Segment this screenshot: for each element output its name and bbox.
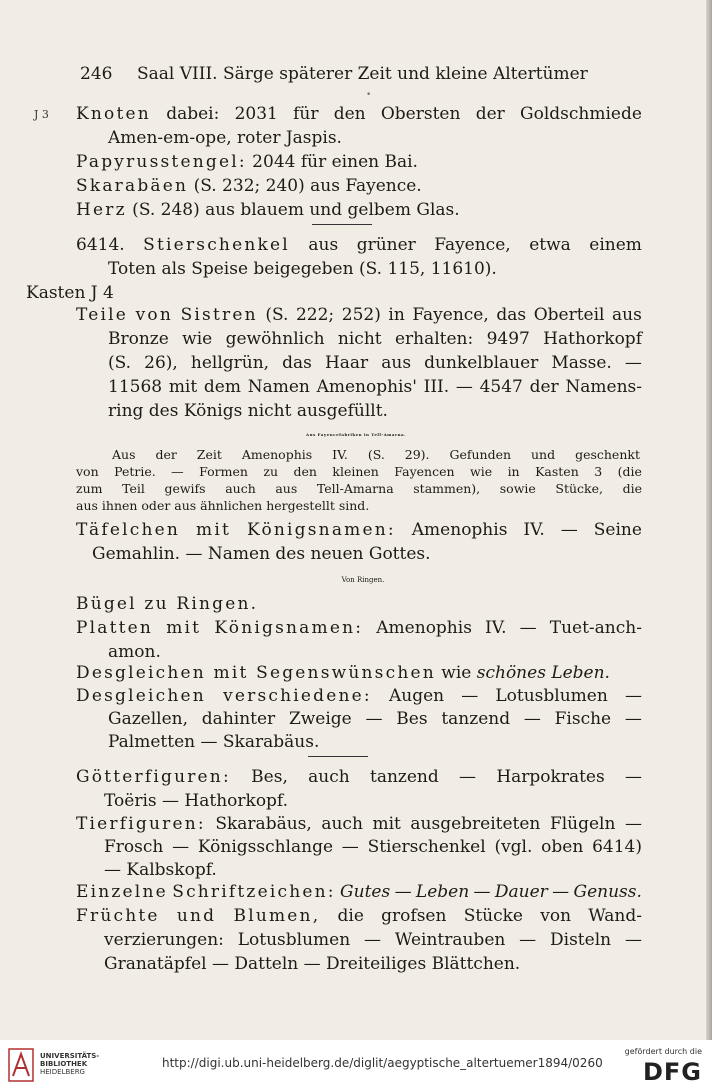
word: Frosch	[104, 837, 164, 857]
word: Goldschmiede	[520, 104, 642, 124]
text-segment: Skarabäen	[76, 176, 189, 196]
word: Stierschenkel	[143, 235, 290, 255]
word: einem	[589, 235, 642, 255]
word: —	[172, 837, 190, 857]
page-number: 246	[80, 64, 113, 84]
running-title: Saal VIII. Särge späterer Zeit und kleine Altertümer	[137, 64, 588, 84]
word: der	[529, 377, 559, 397]
word: (vgl.	[494, 837, 533, 857]
source-link[interactable]: http://digi.ub.uni-heidelberg.de/diglit/aegyptische_altertuemer1894/0260	[162, 1056, 603, 1070]
text-segment: Kasten J 4	[26, 283, 114, 303]
text-line	[104, 836, 642, 858]
text-segment: Palmetten — Skarabäus.	[108, 732, 320, 752]
margin-mark-j3: J 3	[34, 108, 49, 121]
text-line	[76, 766, 642, 788]
text-segment: Bügel zu Ringen.	[76, 594, 259, 614]
word: Zweige	[288, 709, 352, 729]
word: Dauer	[494, 882, 548, 902]
word: 11568	[108, 377, 163, 397]
library-name-line: BIBLIOTHEK	[40, 1060, 88, 1068]
word: —	[519, 618, 537, 638]
word: —	[171, 464, 184, 479]
text-line	[76, 175, 422, 197]
word: dabei:	[166, 104, 220, 124]
word: (S.	[265, 305, 289, 325]
word: gewöhnlich	[225, 329, 325, 349]
funding-note: gefördert durch die	[624, 1047, 702, 1056]
word: Blumen,	[233, 906, 321, 926]
text-line	[26, 282, 114, 304]
text-line	[76, 617, 642, 639]
word: Masse.	[551, 353, 612, 373]
word: Skarabäus,	[215, 814, 312, 834]
word: Stücke,	[555, 481, 603, 496]
text-line	[76, 304, 642, 326]
text-segment: Aus Fayencefabriken in Tell-Amarna.	[306, 432, 406, 437]
text-segment: Von Ringen.	[341, 576, 385, 584]
text-line	[76, 497, 369, 514]
word: Königsnamen:	[214, 618, 364, 638]
text-segment: Desgleichen mit Segenswünschen	[76, 663, 436, 683]
word: Harpokrates	[496, 767, 605, 787]
university-seal-icon	[8, 1048, 34, 1082]
word: —	[394, 882, 412, 902]
word: 3	[594, 464, 603, 479]
word: den	[333, 104, 366, 124]
word: Zeit	[196, 447, 222, 462]
word: sowie	[499, 481, 536, 496]
word: dunkelblauer	[424, 353, 539, 373]
text-line	[108, 127, 342, 149]
text-line	[108, 641, 161, 663]
word: verzierungen:	[104, 930, 224, 950]
word: und	[531, 447, 556, 462]
word: dahinter	[201, 709, 276, 729]
word: IV.	[332, 447, 348, 462]
text-segment: Toëris — Hathorkopf.	[104, 791, 289, 811]
word: Tuet-anch-	[549, 618, 642, 638]
word: Disteln	[550, 930, 612, 950]
word: —	[461, 686, 479, 706]
text-segment: amon.	[108, 642, 161, 662]
word: von	[540, 906, 572, 926]
text-line	[108, 352, 642, 374]
word: (S.	[108, 353, 132, 373]
text-segment: aus ihnen oder aus ähnlichen hergestellt sind.	[76, 498, 370, 513]
library-name-line: UNIVERSITÄTS-	[40, 1052, 100, 1060]
word: Täfelchen	[76, 520, 181, 540]
word: von	[76, 464, 99, 479]
word: —	[552, 882, 570, 902]
word: auch	[225, 481, 256, 496]
word: Teile	[76, 305, 129, 325]
text-line	[76, 593, 258, 615]
word: —	[624, 930, 642, 950]
word: und	[176, 906, 217, 926]
word: Petrie.	[114, 464, 156, 479]
word: Bes	[396, 709, 428, 729]
word: Aus	[112, 447, 136, 462]
text-line	[76, 662, 610, 684]
text-line	[76, 881, 642, 903]
word: die	[337, 906, 364, 926]
text-line	[76, 463, 642, 480]
word: Genuss.	[573, 882, 642, 902]
word: in	[507, 464, 520, 479]
word: Gefunden	[449, 447, 512, 462]
word: —	[364, 930, 382, 950]
word: aus	[381, 353, 412, 373]
text-segment: (S. 232; 240) aus Fayence.	[188, 176, 422, 196]
word: IV.	[523, 520, 545, 540]
word: —	[365, 709, 383, 729]
word: III.	[423, 377, 450, 397]
word: Teil	[122, 481, 145, 496]
word: —	[519, 930, 537, 950]
word: Weintrauben	[394, 930, 506, 950]
word: zu	[263, 464, 279, 479]
text-segment: — Kalbskopf.	[104, 860, 217, 880]
word: wie	[182, 329, 213, 349]
text-segment: Herz	[76, 200, 127, 220]
word: Hathorkopf	[543, 329, 642, 349]
word: 4547	[479, 377, 523, 397]
word: Namen	[247, 377, 310, 397]
text-line	[104, 953, 520, 975]
word: dem	[203, 377, 241, 397]
word: 26),	[144, 353, 178, 373]
word: Oberteil	[533, 305, 605, 325]
word: Bes,	[251, 767, 288, 787]
word: —	[624, 353, 642, 373]
word: die	[622, 481, 642, 496]
text-line	[76, 905, 642, 927]
word: Amenophis	[376, 618, 472, 638]
word: Früchte	[76, 906, 160, 926]
text-line	[76, 480, 642, 497]
word: Sistren	[180, 305, 258, 325]
text-line	[76, 685, 642, 707]
word: Wand-	[588, 906, 642, 926]
word: Obersten	[380, 104, 461, 124]
text-segment: 2044 für einen Bai.	[246, 152, 418, 172]
section-divider	[308, 756, 368, 757]
word: Seine	[593, 520, 642, 540]
word: 2031	[234, 104, 278, 124]
word: Einzelne	[76, 882, 168, 902]
word: auch	[321, 814, 363, 834]
text-segment: Papyrusstengel:	[76, 152, 247, 172]
word: mit	[166, 618, 202, 638]
word: 6414.	[76, 235, 125, 255]
text-segment: Toten als Speise beigegeben (S. 115, 11610).	[108, 259, 497, 279]
word: Augen	[388, 686, 445, 706]
word: tanzend	[369, 767, 439, 787]
dfg-logo: DFG	[642, 1058, 702, 1086]
text-segment: Amen-em-ope, roter Jaspis.	[108, 128, 342, 148]
library-city: HEIDELBERG	[40, 1068, 85, 1076]
word: Lotusblumen	[237, 930, 351, 950]
text-line	[92, 543, 431, 565]
word: —	[459, 767, 477, 787]
word: Tierfiguren:	[76, 814, 206, 834]
word: —	[560, 520, 578, 540]
footer-bar	[0, 1040, 712, 1092]
word: —	[624, 767, 642, 787]
word: Desgleichen	[76, 686, 206, 706]
word: 222;	[295, 305, 335, 325]
word: für	[293, 104, 319, 124]
word: nicht	[337, 329, 382, 349]
word: —	[523, 709, 541, 729]
word: Fayencen	[394, 464, 455, 479]
word: Leben	[415, 882, 470, 902]
word: grüner	[356, 235, 416, 255]
word: (S.	[367, 447, 385, 462]
word: (die	[617, 464, 642, 479]
text-line	[76, 103, 642, 125]
text-segment: Granatäpfel — Datteln — Dreiteiliges Blättchen.	[104, 954, 521, 974]
word: geschenkt	[575, 447, 640, 462]
text-line	[76, 199, 460, 221]
text-line	[104, 790, 288, 812]
word: IV.	[485, 618, 507, 638]
word: kleinen	[332, 464, 379, 479]
word: mit	[168, 377, 198, 397]
word: oben	[541, 837, 584, 857]
text-line	[108, 328, 642, 350]
word: Fische	[554, 709, 612, 729]
word: Formen	[199, 464, 248, 479]
word: wie	[470, 464, 493, 479]
word: erhalten:	[394, 329, 474, 349]
text-segment: (S. 248) aus blauem und gelbem Glas.	[126, 200, 460, 220]
word: —	[624, 686, 642, 706]
text-line	[108, 376, 642, 398]
word: auch	[308, 767, 350, 787]
text-line	[108, 708, 642, 730]
word: —	[341, 837, 359, 857]
word: das	[496, 305, 527, 325]
word: das	[282, 353, 312, 373]
text-line	[108, 731, 319, 753]
word: Lotusblumen	[495, 686, 608, 706]
word: Tell-Amarna	[316, 481, 394, 496]
word: mit	[372, 814, 401, 834]
word: Fayence,	[434, 235, 511, 255]
word: Königsschlange	[197, 837, 334, 857]
word: Stierschenkel	[367, 837, 486, 857]
subsection-heading	[0, 569, 712, 591]
word: Götterfiguren:	[76, 767, 231, 787]
word: Königsnamen:	[247, 520, 396, 540]
text-segment: schönes Leben.	[476, 663, 610, 683]
word: hellgrün,	[190, 353, 270, 373]
text-segment: Gemahlin. — Namen des neuen Gottes.	[92, 544, 431, 564]
word: aus	[275, 481, 298, 496]
word: ausgebreiteten	[410, 814, 541, 834]
text-segment: ring des Königs nicht ausgefüllt.	[108, 401, 388, 421]
text-line	[112, 446, 640, 463]
word: in	[388, 305, 405, 325]
word: grofsen	[381, 906, 447, 926]
word: Kasten	[535, 464, 579, 479]
word: Fayence,	[412, 305, 489, 325]
word: Knoten	[76, 104, 151, 124]
word: Flügeln	[549, 814, 616, 834]
word: Bronze	[108, 329, 169, 349]
section-divider	[312, 224, 372, 225]
word: mit	[196, 520, 232, 540]
text-line	[104, 859, 217, 881]
word: zum	[76, 481, 103, 496]
word: —	[455, 377, 473, 397]
word: den	[293, 464, 317, 479]
word: aus	[308, 235, 339, 255]
word: der	[155, 447, 177, 462]
word: Amenophis	[411, 520, 508, 540]
word: aus	[612, 305, 642, 325]
text-line	[76, 151, 418, 173]
word: gewifs	[164, 481, 206, 496]
word: 252)	[341, 305, 381, 325]
word: Stücke	[463, 906, 523, 926]
section-heading	[0, 424, 712, 446]
word: —	[624, 709, 642, 729]
word: —	[473, 882, 491, 902]
text-line	[76, 519, 642, 541]
text-line	[104, 929, 642, 951]
word: 29).	[404, 447, 430, 462]
library-name	[40, 1052, 99, 1076]
decor-dot: •	[366, 90, 372, 100]
word: 6414)	[592, 837, 642, 857]
word: Namens-	[565, 377, 642, 397]
text-segment: wie	[435, 663, 477, 683]
word: 9497	[486, 329, 530, 349]
word: Gazellen,	[108, 709, 189, 729]
text-line	[76, 813, 642, 835]
word: Amenophis	[241, 447, 313, 462]
text-line	[108, 400, 388, 422]
word: tanzend	[441, 709, 511, 729]
word: etwa	[529, 235, 571, 255]
text-line	[76, 234, 642, 256]
word: von	[135, 305, 173, 325]
word: Haar	[324, 353, 369, 373]
word: stammen),	[413, 481, 481, 496]
word: verschiedene:	[223, 686, 372, 706]
word: —	[625, 814, 642, 834]
word: Platten	[76, 618, 154, 638]
text-line	[108, 258, 497, 280]
word: Gutes	[340, 882, 391, 902]
word: Amenophis'	[316, 377, 417, 397]
word: Schriftzeichen:	[172, 882, 336, 902]
word: der	[475, 104, 505, 124]
